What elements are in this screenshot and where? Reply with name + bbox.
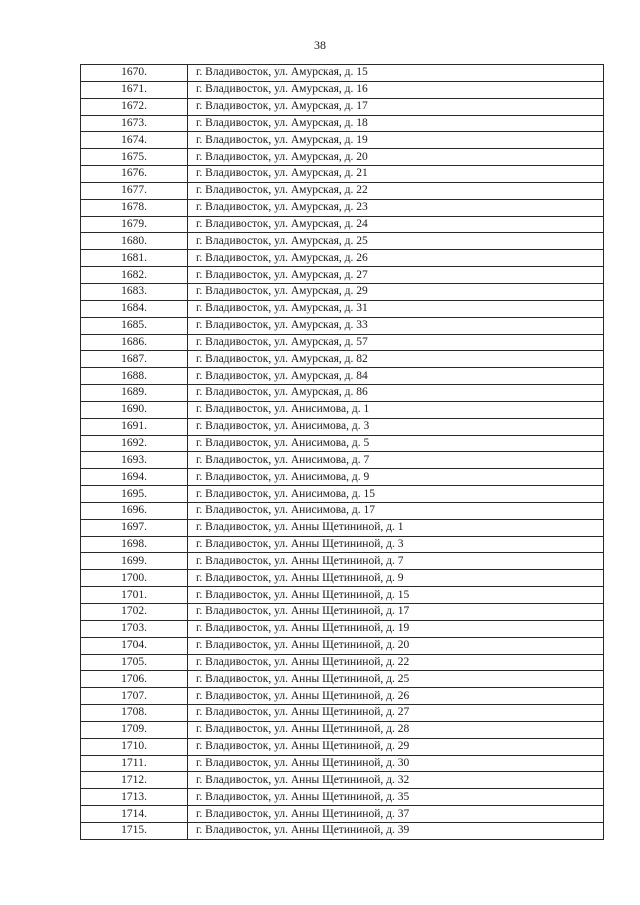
row-number: 1708. [81,705,188,722]
table-row [81,81,604,98]
row-number: 1705. [81,654,188,671]
row-address: г. Владивосток, ул. Анны Щетининой, д. 29 [188,738,604,755]
table-row [81,721,604,738]
table-row [81,351,604,368]
table-row [81,182,604,199]
table-row [81,368,604,385]
row-address: г. Владивосток, ул. Амурская, д. 24 [188,216,604,233]
address-table [80,64,604,840]
table-row [81,401,604,418]
row-number: 1676. [81,166,188,183]
table-row [81,502,604,519]
table-row [81,822,604,839]
row-address: г. Владивосток, ул. Анны Щетининой, д. 1 [188,519,604,536]
row-address: г. Владивосток, ул. Амурская, д. 23 [188,199,604,216]
row-address: г. Владивосток, ул. Анны Щетининой, д. 27 [188,705,604,722]
row-number: 1715. [81,822,188,839]
row-number: 1677. [81,182,188,199]
row-address: г. Владивосток, ул. Анны Щетининой, д. 28 [188,721,604,738]
row-address: г. Владивосток, ул. Амурская, д. 26 [188,250,604,267]
row-address: г. Владивосток, ул. Амурская, д. 16 [188,81,604,98]
row-number: 1699. [81,553,188,570]
row-address: г. Владивосток, ул. Анны Щетининой, д. 39 [188,822,604,839]
row-number: 1678. [81,199,188,216]
row-number: 1683. [81,283,188,300]
row-number: 1707. [81,688,188,705]
row-address: г. Владивосток, ул. Анны Щетининой, д. 35 [188,789,604,806]
table-row [81,469,604,486]
row-number: 1703. [81,620,188,637]
row-number: 1679. [81,216,188,233]
row-number: 1713. [81,789,188,806]
table-row [81,418,604,435]
table-row [81,334,604,351]
row-number: 1689. [81,385,188,402]
row-number: 1675. [81,149,188,166]
row-address: г. Владивосток, ул. Амурская, д. 86 [188,385,604,402]
table-row [81,536,604,553]
table-row [81,283,604,300]
row-address: г. Владивосток, ул. Амурская, д. 22 [188,182,604,199]
row-number: 1686. [81,334,188,351]
row-number: 1694. [81,469,188,486]
row-number: 1671. [81,81,188,98]
row-address: г. Владивосток, ул. Анисимова, д. 15 [188,486,604,503]
table-row [81,199,604,216]
table-row [81,317,604,334]
table-row [81,132,604,149]
row-number: 1714. [81,806,188,823]
table-row [81,604,604,621]
row-number: 1701. [81,587,188,604]
row-number: 1696. [81,502,188,519]
row-number: 1710. [81,738,188,755]
table-row [81,587,604,604]
row-address: г. Владивосток, ул. Анны Щетининой, д. 20 [188,637,604,654]
table-row [81,98,604,115]
row-number: 1695. [81,486,188,503]
row-address: г. Владивосток, ул. Амурская, д. 15 [188,65,604,82]
row-address: г. Владивосток, ул. Амурская, д. 57 [188,334,604,351]
row-address: г. Владивосток, ул. Анны Щетининой, д. 3 [188,536,604,553]
row-address: г. Владивосток, ул. Анны Щетининой, д. 30 [188,755,604,772]
row-number: 1712. [81,772,188,789]
row-address: г. Владивосток, ул. Амурская, д. 82 [188,351,604,368]
row-number: 1692. [81,435,188,452]
row-address: г. Владивосток, ул. Амурская, д. 33 [188,317,604,334]
row-address: г. Владивосток, ул. Анны Щетининой, д. 17 [188,604,604,621]
table-row [81,216,604,233]
address-table-body [81,65,604,840]
table-row [81,553,604,570]
row-number: 1704. [81,637,188,654]
table-row [81,570,604,587]
row-address: г. Владивосток, ул. Амурская, д. 31 [188,300,604,317]
row-number: 1672. [81,98,188,115]
table-row [81,755,604,772]
row-number: 1690. [81,401,188,418]
row-address: г. Владивосток, ул. Амурская, д. 84 [188,368,604,385]
row-address: г. Владивосток, ул. Анны Щетининой, д. 37 [188,806,604,823]
row-number: 1687. [81,351,188,368]
row-address: г. Владивосток, ул. Анисимова, д. 17 [188,502,604,519]
table-row [81,300,604,317]
row-number: 1680. [81,233,188,250]
row-number: 1684. [81,300,188,317]
row-address: г. Владивосток, ул. Анны Щетининой, д. 19 [188,620,604,637]
table-row [81,620,604,637]
row-number: 1706. [81,671,188,688]
table-row [81,654,604,671]
row-address: г. Владивосток, ул. Анисимова, д. 5 [188,435,604,452]
row-number: 1674. [81,132,188,149]
table-row [81,65,604,82]
row-number: 1682. [81,267,188,284]
row-address: г. Владивосток, ул. Анны Щетининой, д. 22 [188,654,604,671]
row-number: 1691. [81,418,188,435]
table-row [81,806,604,823]
row-address: г. Владивосток, ул. Амурская, д. 25 [188,233,604,250]
table-row [81,772,604,789]
table-row [81,486,604,503]
row-number: 1697. [81,519,188,536]
row-address: г. Владивосток, ул. Анны Щетининой, д. 15 [188,587,604,604]
table-row [81,637,604,654]
table-row [81,519,604,536]
row-number: 1688. [81,368,188,385]
row-address: г. Владивосток, ул. Амурская, д. 27 [188,267,604,284]
row-address: г. Владивосток, ул. Анны Щетининой, д. 26 [188,688,604,705]
row-number: 1673. [81,115,188,132]
row-number: 1693. [81,452,188,469]
table-row [81,789,604,806]
row-address: г. Владивосток, ул. Амурская, д. 20 [188,149,604,166]
table-row [81,452,604,469]
row-address: г. Владивосток, ул. Амурская, д. 29 [188,283,604,300]
table-row [81,267,604,284]
row-number: 1711. [81,755,188,772]
row-address: г. Владивосток, ул. Анны Щетининой, д. 9 [188,570,604,587]
row-address: г. Владивосток, ул. Анисимова, д. 1 [188,401,604,418]
row-number: 1670. [81,65,188,82]
table-row [81,385,604,402]
page-number: 38 [314,38,326,52]
row-address: г. Владивосток, ул. Анисимова, д. 9 [188,469,604,486]
row-address: г. Владивосток, ул. Анисимова, д. 3 [188,418,604,435]
table-row [81,250,604,267]
table-row [81,115,604,132]
row-number: 1698. [81,536,188,553]
table-row [81,688,604,705]
row-address: г. Владивосток, ул. Амурская, д. 17 [188,98,604,115]
table-row [81,435,604,452]
table-row [81,705,604,722]
row-number: 1702. [81,604,188,621]
table-row [81,166,604,183]
table-row [81,149,604,166]
row-number: 1700. [81,570,188,587]
table-row [81,233,604,250]
row-number: 1685. [81,317,188,334]
row-number: 1681. [81,250,188,267]
row-address: г. Владивосток, ул. Амурская, д. 19 [188,132,604,149]
table-row [81,738,604,755]
row-address: г. Владивосток, ул. Анны Щетининой, д. 7 [188,553,604,570]
row-address: г. Владивосток, ул. Анны Щетининой, д. 32 [188,772,604,789]
row-number: 1709. [81,721,188,738]
table-row [81,671,604,688]
row-address: г. Владивосток, ул. Анисимова, д. 7 [188,452,604,469]
row-address: г. Владивосток, ул. Амурская, д. 21 [188,166,604,183]
row-address: г. Владивосток, ул. Амурская, д. 18 [188,115,604,132]
row-address: г. Владивосток, ул. Анны Щетининой, д. 25 [188,671,604,688]
